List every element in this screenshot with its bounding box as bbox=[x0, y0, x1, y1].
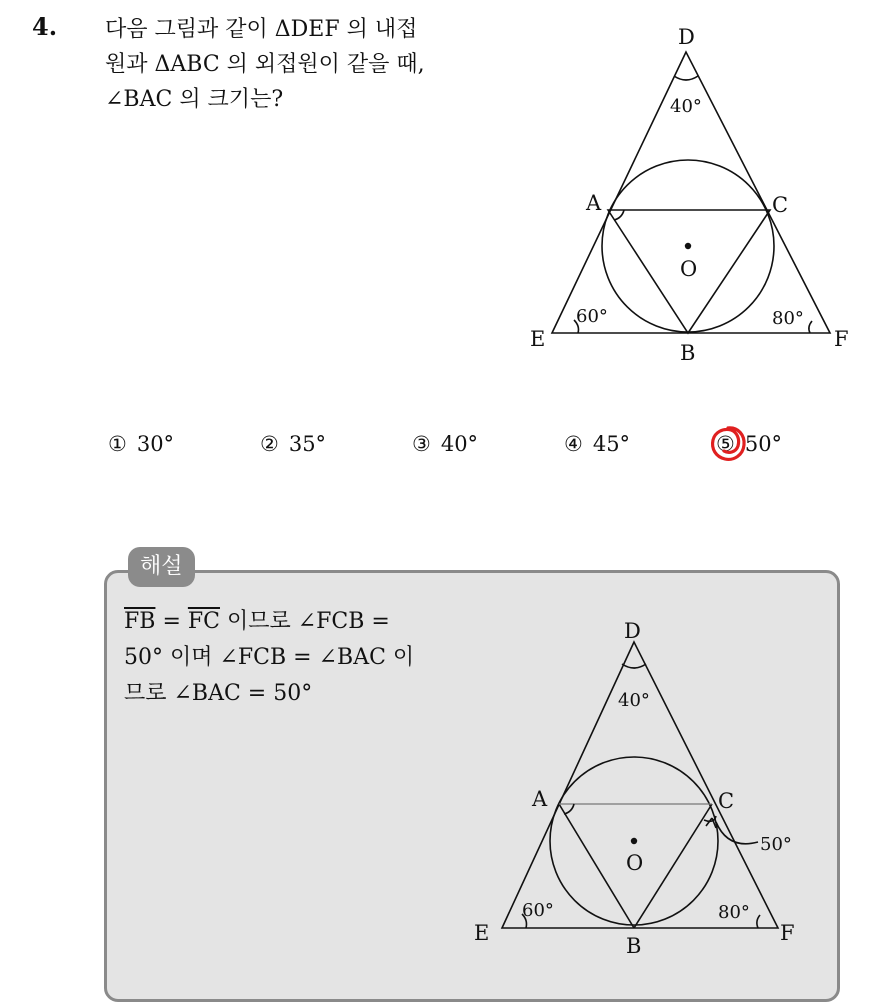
selected-answer-circle bbox=[716, 432, 745, 456]
explanation-line-2: 50° 이며 ∠FCB = ∠BAC 이 bbox=[124, 645, 415, 670]
choice-1-mark: ① bbox=[108, 432, 127, 456]
choice-3[interactable] bbox=[412, 432, 478, 456]
label-c-2: C bbox=[718, 789, 735, 813]
choice-2[interactable] bbox=[260, 432, 326, 456]
question-text bbox=[105, 12, 505, 117]
explanation-line-1-rest: 이므로 ∠FCB = bbox=[226, 609, 390, 634]
label-f-2: F bbox=[780, 921, 795, 945]
label-b: B bbox=[680, 341, 696, 365]
question-number: 4. bbox=[32, 12, 58, 41]
label-b-2: B bbox=[626, 934, 642, 958]
angle-label-e-2: 60° bbox=[522, 900, 554, 921]
choice-3-text: 40° bbox=[440, 432, 479, 456]
label-o: O bbox=[680, 257, 698, 281]
label-d: D bbox=[678, 25, 695, 49]
angle-label-f-2: 80° bbox=[718, 902, 750, 923]
label-c: C bbox=[772, 193, 789, 217]
explanation-tag: 해설 bbox=[128, 547, 195, 587]
segment-ab bbox=[559, 804, 634, 928]
angle-arc-f bbox=[809, 321, 812, 333]
red-circle-mark-icon bbox=[706, 422, 750, 466]
choice-4-text: 45° bbox=[592, 432, 631, 456]
angle-arc-f-2 bbox=[757, 915, 760, 928]
label-a: A bbox=[586, 191, 602, 215]
angle-label-d: 40° bbox=[670, 96, 702, 117]
explanation-figure bbox=[466, 610, 826, 960]
center-dot-2 bbox=[631, 838, 637, 844]
segment-fb: $\overline{FB}$ bbox=[124, 609, 156, 634]
choice-4-mark: ④ bbox=[564, 432, 583, 456]
question-line-3: ∠BAC 의 크기는? bbox=[105, 87, 284, 112]
angle-arc-d bbox=[674, 76, 698, 80]
label-e-2: E bbox=[474, 921, 490, 945]
question-line-2: 원과 ΔABC 의 외접원이 같을 때, bbox=[105, 52, 425, 77]
angle-arc-d-2 bbox=[622, 664, 646, 668]
angle-label-e: 60° bbox=[576, 306, 608, 327]
angle-arc-a-2 bbox=[564, 804, 574, 814]
angle-label-c-2: 50° bbox=[760, 834, 792, 855]
equals-sign: = bbox=[162, 609, 181, 634]
explanation-text bbox=[124, 604, 454, 712]
angle-arc-a bbox=[614, 210, 624, 220]
segment-bc bbox=[634, 804, 712, 928]
angle-label-d-2: 40° bbox=[618, 690, 650, 711]
explanation-line-3: 므로 ∠BAC = 50° bbox=[124, 681, 313, 706]
answer-choices bbox=[108, 432, 868, 466]
callout-line-50 bbox=[716, 822, 758, 844]
choice-2-text: 35° bbox=[288, 432, 327, 456]
label-a-2: A bbox=[532, 787, 548, 811]
angle-label-f: 80° bbox=[772, 308, 804, 329]
label-f: F bbox=[834, 327, 849, 351]
explanation-line-1 bbox=[124, 604, 454, 640]
question-figure bbox=[520, 18, 860, 378]
choice-2-mark: ② bbox=[260, 432, 279, 456]
choice-1[interactable] bbox=[108, 432, 174, 456]
choice-5-mark: ⑤ bbox=[716, 432, 735, 456]
label-o-2: O bbox=[626, 851, 644, 875]
choice-5[interactable] bbox=[716, 432, 782, 456]
label-e: E bbox=[530, 327, 546, 351]
question-line-1: 다음 그림과 같이 ΔDEF 의 내접 bbox=[105, 17, 418, 42]
triangle-def-2 bbox=[502, 642, 778, 928]
center-dot bbox=[685, 243, 691, 249]
segment-fc: $\overline{FC}$ bbox=[187, 609, 220, 634]
label-d-2: D bbox=[624, 619, 641, 643]
choice-4[interactable] bbox=[564, 432, 630, 456]
choice-5-text: 50° bbox=[744, 432, 783, 456]
choice-3-mark: ③ bbox=[412, 432, 431, 456]
choice-1-text: 30° bbox=[136, 432, 175, 456]
